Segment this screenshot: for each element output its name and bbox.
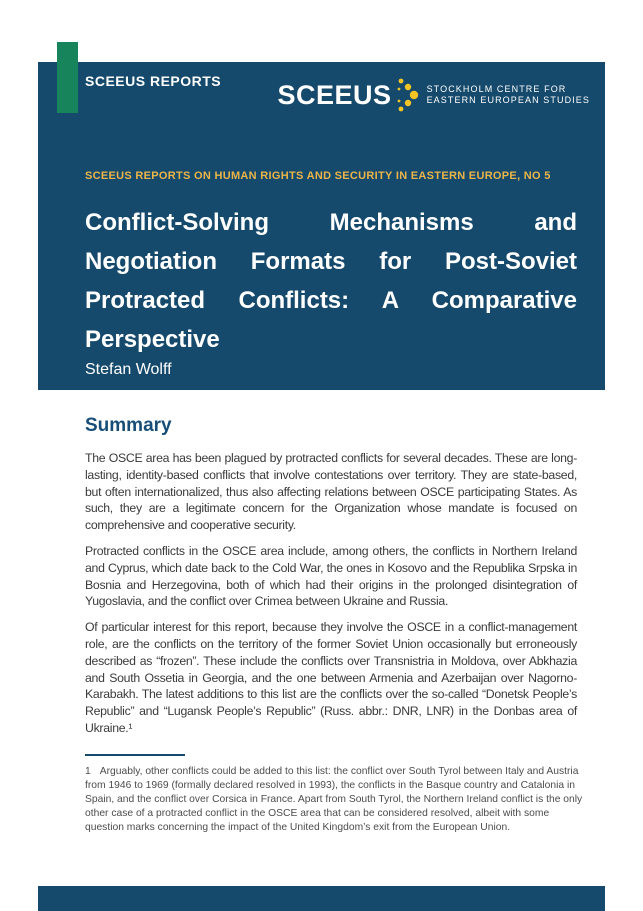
footnote-marker: 1 <box>85 765 91 777</box>
sceeus-logo <box>278 76 590 114</box>
report-title <box>85 203 577 359</box>
title-line: Protracted Conflicts: A Comparative <box>85 287 577 314</box>
series-eyebrow: SCEEUS REPORTS ON HUMAN RIGHTS AND SECURITY IN EASTERN EUROPE, NO 5 <box>85 170 551 182</box>
summary-paragraph: Of particular interest for this report, because they involve the OSCE in a conflict-management role, are the conflicts on the territory of the former Soviet Union occasionally but erroneously described as “frozen”. These include the conflicts over Transnistria in Moldova, over Abkhazia and South Ossetia in Georgia, and the one between Armenia and Azerbaijan over Nagorno-Karabakh. The latest additions to this list are the conflicts over the so-called “Donetsk People’s Republic” and “Lugansk People’s Republic” (Russ. abbr.: DNR, LNR) in the Donbas area of Ukraine.¹ <box>85 620 577 735</box>
green-accent-bar <box>57 42 78 113</box>
tagline-line-2: EASTERN EUROPEAN STUDIES <box>426 95 590 105</box>
tagline-line-1: STOCKHOLM CENTRE FOR <box>426 84 567 94</box>
dots-arrow-icon <box>396 76 420 114</box>
summary-heading: Summary <box>85 415 172 436</box>
footnote-rule <box>85 754 185 756</box>
author-name: Stefan Wolff <box>85 361 172 378</box>
logo-wordmark: SCEEUS <box>277 79 392 110</box>
summary-paragraph: Protracted conflicts in the OSCE area include, among others, the conflicts in Northern Ireland and Cyprus, which date back to the Cold War, the ones in Kosovo and the Republika Srpska in Bosnia and Herzegovina, both of which had their origins in the prolonged disintegration of Yugoslavia, and the conflict over Crimea between Ukraine and Russia. <box>85 543 577 609</box>
footer-bar <box>38 886 605 911</box>
footnote <box>85 765 585 835</box>
title-line: Conflict-Solving Mechanisms and <box>85 209 577 236</box>
title-line: Perspective <box>85 326 220 353</box>
title-line: Negotiation Formats for Post-Soviet <box>85 248 577 275</box>
summary-paragraph: The OSCE area has been plagued by protracted conflicts for several decades. These are long-lasting, identity-based conflicts that involve contestations over territory. They are state-based, but often internationalized, thus also affecting relations between OSCE participating States. As such, they are a legitimate concern for the Organization whose mandate is focused on comprehensive and cooperative security. <box>85 451 577 533</box>
summary-section <box>85 415 583 835</box>
logo-tagline <box>427 84 590 106</box>
report-series-label: SCEEUS REPORTS <box>85 73 222 89</box>
footnote-text: Arguably, other conflicts could be added to this list: the conflict over South Tyrol between Italy and Austria from 1946 to 1969 (formally declared resolved in 1993), the conflicts in the Basque country and Catalonia in Spain, and the conflict over Corsica in France. Apart from South Tyrol, the Northern Ireland conflict is the only other case of a protracted conflict in the OSCE area that can be considered resolved, albeit with some question marks concerning the impact of the United Kingdom’s exit from the European Union. <box>85 765 583 833</box>
